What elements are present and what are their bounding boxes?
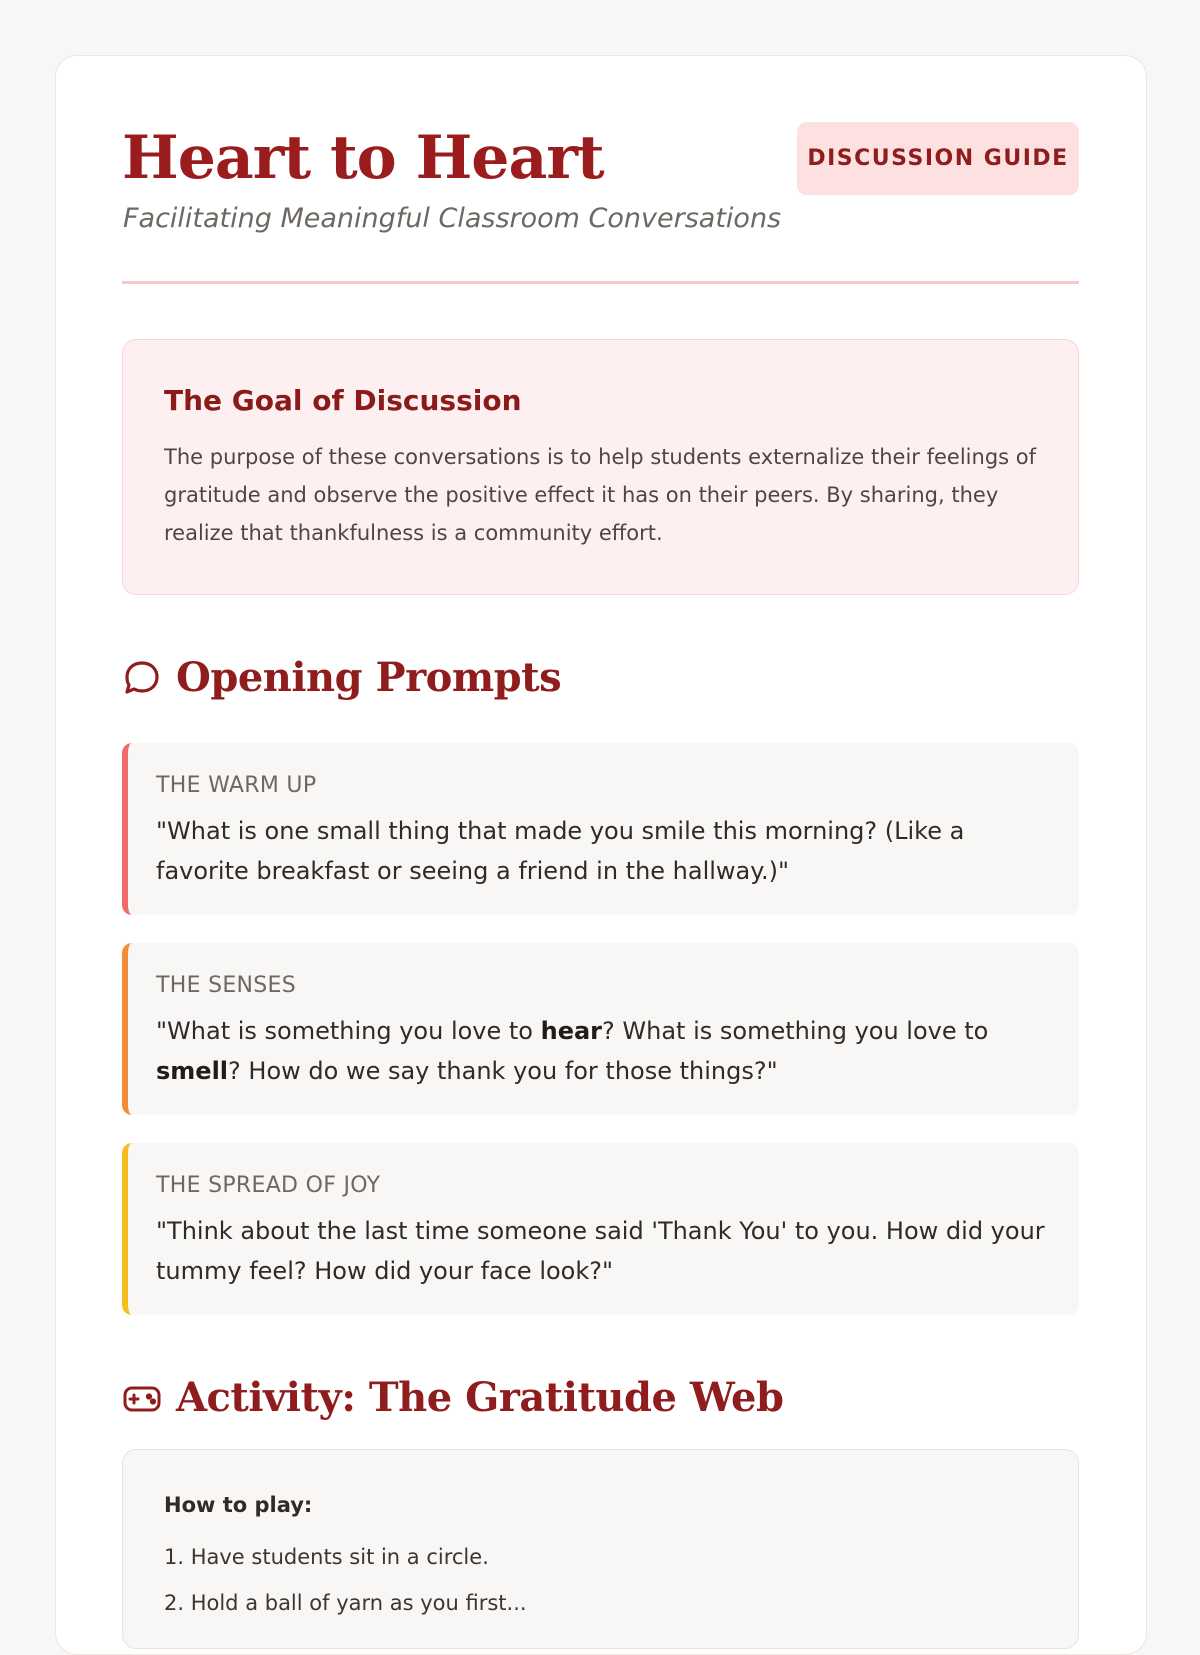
prompt-label: THE SPREAD OF JOY <box>156 1173 381 1198</box>
prompt-text-part: "What is something you love to <box>156 1017 541 1045</box>
prompt-card-senses <box>122 943 1079 1115</box>
prompt-text-emphasis: hear <box>540 1017 603 1045</box>
goal-body: The purpose of these conversations is to help students externalize their feelings of gratitude and observe the positive effect it has on their peers. By sharing, they realize that thankfulness is a community effort. <box>164 445 1037 545</box>
opening-prompts-heading <box>122 652 561 704</box>
page-subtitle: Facilitating Meaningful Classroom Conversations <box>123 203 782 234</box>
prompt-text: "What is one small thing that made you smile this morning? (Like a favorite breakfast or seeing a friend in the hallway.)" <box>156 817 965 885</box>
goal-title: The Goal of Discussion <box>164 384 522 417</box>
prompt-text-part: ? How do we say thank you for those things?" <box>228 1057 778 1085</box>
activity-step: 1. Have students sit in a circle. <box>164 1545 489 1569</box>
activity-step: 2. Hold a ball of yarn as you first... <box>164 1591 527 1615</box>
goal-callout <box>122 339 1079 595</box>
prompt-text <box>156 1011 1061 1091</box>
prompt-text: "Think about the last time someone said 'Thank You' to you. How did your tummy feel? How did your face look?" <box>156 1217 1045 1285</box>
chat-bubble-icon <box>122 658 162 698</box>
how-to-play-label: How to play: <box>164 1493 313 1517</box>
prompt-label: THE WARM UP <box>156 773 317 798</box>
prompt-label: THE SENSES <box>156 973 297 998</box>
activity-heading <box>122 1372 783 1424</box>
page-title: Heart to Heart <box>122 123 604 193</box>
header-divider <box>122 281 1079 284</box>
discussion-guide-badge: DISCUSSION GUIDE <box>797 122 1079 195</box>
activity-title: Activity: The Gratitude Web <box>176 1374 784 1421</box>
prompt-card-spread-of-joy <box>122 1143 1079 1315</box>
activity-card <box>122 1449 1079 1649</box>
gamepad-icon <box>122 1378 162 1418</box>
prompt-text-emphasis: smell <box>156 1057 229 1085</box>
activity-steps <box>164 1534 527 1626</box>
prompt-card-warm-up <box>122 743 1079 915</box>
opening-prompts-title: Opening Prompts <box>176 654 562 701</box>
prompt-text-part: ? What is something you love to <box>602 1017 989 1045</box>
